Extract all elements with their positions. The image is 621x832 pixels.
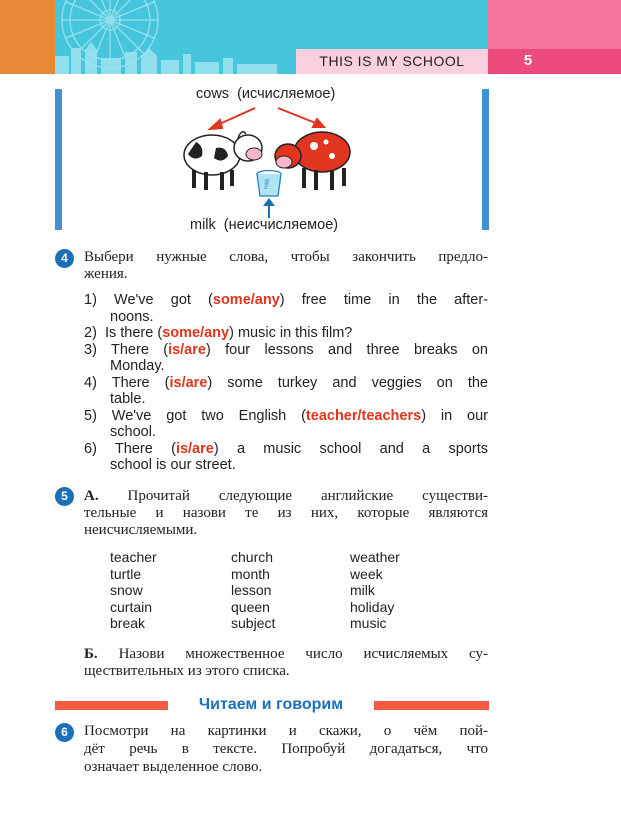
- exercise-4-instruction-line2: жения.: [84, 266, 128, 282]
- word-item: weather: [350, 549, 400, 565]
- exercise-6-number: 6: [55, 723, 74, 742]
- frame-left-bar: [55, 89, 62, 230]
- ex4-item-6: 6) There (is/are) a music school and a sports: [84, 441, 488, 457]
- exercise-5-part-a-line3: неисчисляемыми.: [84, 522, 198, 538]
- up-arrow-icon: [262, 198, 276, 218]
- exercise-5-part-a-line2: тельные и назови те из них, которые являются: [84, 505, 488, 521]
- header-orange-block: [0, 0, 55, 74]
- word-item: music: [350, 615, 387, 632]
- frame-right-bar: [482, 89, 489, 230]
- exercise-6-line2: дёт речь в тексте. Попробуй догадаться, что: [84, 741, 488, 757]
- ex4-item-2: 2) Is there (some/any) music in this film?: [84, 325, 353, 341]
- word-item: church: [231, 549, 274, 565]
- ex4-item-6-cont: school is our street.: [110, 457, 236, 473]
- word-item: break: [110, 615, 146, 632]
- exercise-5-part-b-line1: Б. Назови множественное число исчисляемых су-: [84, 646, 489, 662]
- word-column-1: [110, 549, 157, 632]
- header-pink-top: [488, 0, 621, 49]
- word-item: holiday: [350, 598, 395, 615]
- ex4-item-4-cont: table.: [110, 391, 146, 407]
- exercise-4-number: 4: [55, 249, 74, 268]
- cows-milk-illustration: [170, 100, 370, 210]
- cow-red-icon: [275, 132, 350, 190]
- arrow-icon: [210, 108, 324, 129]
- word-column-3: [350, 549, 400, 632]
- milk-caption: milk (неисчисляемое): [190, 217, 339, 233]
- word-item: milk: [350, 582, 375, 599]
- ex4-item-3-cont: Monday.: [110, 358, 165, 374]
- word-item: queen: [231, 598, 270, 615]
- exercise-6-line1: Посмотри на картинки и скажи, о чём пой-: [84, 723, 488, 739]
- ex4-item-4: 4) There (is/are) some turkey and veggies on the: [84, 375, 488, 391]
- section-banner-title: Читаем и говорим: [168, 694, 374, 716]
- word-item: turtle: [110, 565, 142, 582]
- exercise-5-part-b-line2: ществительных из этого списка.: [84, 663, 290, 679]
- cows-caption: cows (исчисляемое): [196, 86, 336, 102]
- exercise-4-instruction-line1: Выбери нужные слова, чтобы закончить предло-: [84, 249, 488, 265]
- exercise-5-number: 5: [55, 487, 74, 506]
- page-number: 5: [523, 52, 533, 69]
- word-item: lesson: [231, 582, 272, 599]
- word-item: curtain: [110, 598, 153, 615]
- word-item: week: [350, 565, 383, 582]
- word-item: month: [231, 565, 270, 582]
- ex4-item-5-cont: school.: [110, 424, 156, 440]
- ex4-item-1: 1) We've got (some/any) free time in the after-: [84, 292, 488, 308]
- section-title: THIS IS MY SCHOOL: [319, 53, 465, 69]
- word-item: subject: [231, 615, 276, 632]
- ex4-item-1-cont: noons.: [110, 309, 154, 325]
- exercise-5-part-a-line1: А. Прочитай следующие английские существи-: [84, 488, 488, 504]
- word-item: snow: [110, 582, 143, 599]
- ex4-item-5: 5) We've got two English (teacher/teachers) in our: [84, 408, 488, 424]
- exercise-6-line3: означает выделенное слово.: [84, 759, 263, 775]
- word-item: teacher: [110, 549, 157, 565]
- word-column-2: [231, 549, 275, 632]
- ex4-item-3: 3) There (is/are) four lessons and three breaks on: [84, 342, 488, 358]
- cow-bw-icon: [184, 132, 262, 190]
- bucket-label: milk: [263, 178, 272, 190]
